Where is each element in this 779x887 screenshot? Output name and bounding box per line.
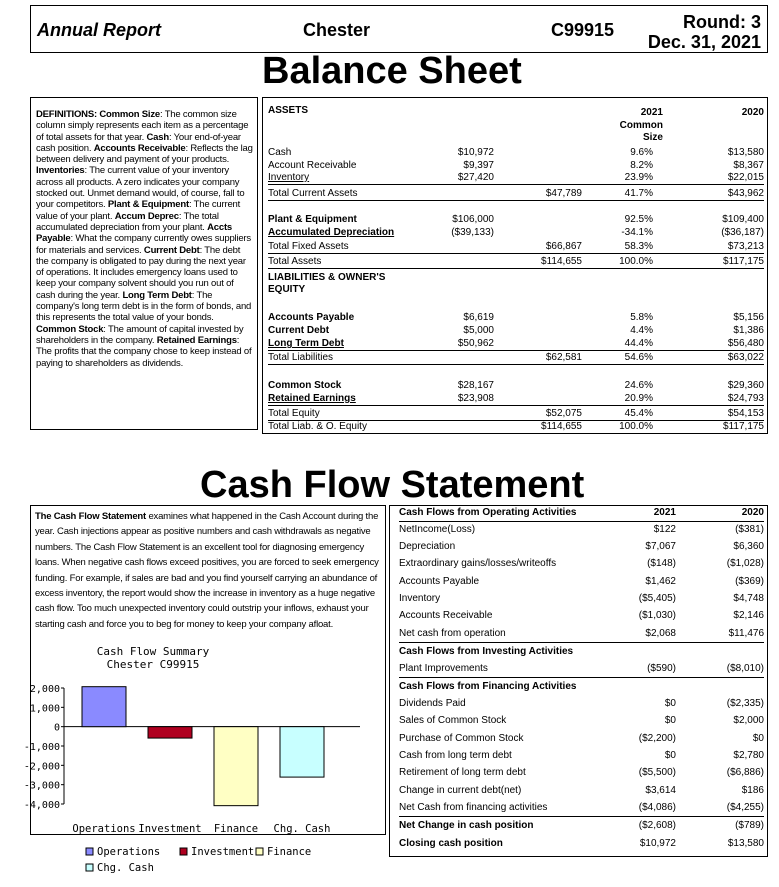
cf-value-v1: $7,067 (645, 541, 676, 552)
row-divider (268, 253, 764, 254)
row-divider (268, 350, 764, 351)
bs-value-v1: ($39,133) (451, 227, 494, 238)
bs-value-cs: 58.3% (624, 241, 653, 252)
chart-bar (82, 687, 126, 727)
bs-value-cs: 23.9% (624, 172, 653, 183)
bs-value-prev: $117,175 (723, 421, 764, 432)
cf-row-label: Extraordinary gains/losses/writeoffs (399, 558, 557, 569)
bs-row-label: Total Liabilities (268, 352, 334, 363)
report-header (30, 5, 768, 53)
bs-value-cs: 20.9% (624, 393, 653, 404)
cf-value-v1: $0 (664, 750, 676, 761)
bs-value-v1: $6,619 (463, 312, 494, 323)
cf-value-v2: $6,360 (733, 541, 764, 552)
bs-value-cs: 54.6% (624, 352, 653, 363)
assets-label: ASSETS (268, 105, 309, 116)
col-2021: 2021 (640, 107, 663, 118)
cf-value-v2: $0 (752, 733, 764, 744)
bs-value-cs: 100.0% (619, 256, 653, 267)
report-type: Annual Report (37, 20, 161, 40)
bs-value-cs: 92.5% (624, 214, 653, 225)
definition-text: : The company's long term debt is in the form of bonds, and this represents the total value of your bonds. (36, 289, 252, 324)
legend-label: Finance (267, 846, 312, 858)
cash-flow-title: Cash Flow Statement (200, 464, 585, 506)
bs-value-prev: $54,153 (727, 408, 764, 419)
bs-value-v1: $28,167 (457, 380, 494, 391)
cf-value-v2: $2,000 (733, 715, 764, 726)
definition-term: Accounts Receivable (93, 142, 186, 154)
cf-value-v1: $0 (664, 698, 676, 709)
cf-row-label: Depreciation (399, 541, 456, 552)
cf-value-v2: ($2,335) (726, 698, 764, 709)
liabilities-label (268, 272, 385, 296)
bs-value-v2: $114,655 (541, 256, 582, 267)
bs-value-prev: $29,360 (727, 380, 764, 391)
definition-text: : Reflects the lag between delivery and payment of your products. (36, 142, 253, 166)
cf-col-2021: 2021 (653, 507, 676, 518)
bs-value-prev: $63,022 (727, 352, 764, 363)
cf-value-v2: ($789) (735, 820, 764, 831)
bs-value-v1: $9,397 (463, 160, 494, 171)
chart-tick-label: 2,000 (29, 684, 60, 695)
cf-value-v1: ($148) (647, 558, 676, 569)
company-id: C99915 (551, 20, 615, 40)
definition-text: : The total accumulated depreciation from your plant. (36, 210, 219, 233)
bs-value-prev: $5,156 (733, 312, 764, 323)
cf-value-v2: ($369) (735, 576, 764, 587)
bs-value-v1: $5,000 (463, 325, 494, 336)
legend-swatch (86, 848, 93, 855)
definition-text: : Your end-of-year cash position. (36, 131, 241, 154)
definition-text: : The debt the company is obligated to pay during the next year of operations. It includes emergency loans used to keep your company solvent should you run out of cash during the year. (36, 244, 246, 301)
chart-category-label: Chg. Cash (273, 823, 331, 835)
legend-label: Operations (97, 846, 161, 858)
definition-text: : The current value of your plant. (36, 199, 241, 222)
definition-term: Common Stock (36, 323, 104, 335)
definition-term: Accts Payable (36, 221, 233, 245)
bs-value-cs: 4.4% (630, 325, 653, 336)
bs-row-label: Total Current Assets (268, 188, 358, 199)
legend-swatch (86, 864, 93, 871)
cf-row-label: Cash Flows from Investing Activities (399, 646, 574, 657)
bs-value-prev: $117,175 (723, 256, 764, 267)
chart-title: Cash Flow Summary (96, 645, 210, 658)
cash-flow-summary-chart (23, 640, 386, 885)
chart-tick-label: -2,000 (23, 761, 60, 773)
chart-tick-label: -3,000 (23, 780, 60, 792)
cf-row-label: Cash Flows from Operating Activities (399, 507, 577, 518)
report-date: Dec. 31, 2021 (647, 32, 761, 52)
cf-row-label: Net Cash from financing activities (399, 802, 548, 813)
cf-value-v1: $0 (664, 715, 676, 726)
cf-value-v2: $13,580 (727, 838, 764, 849)
bs-row-label: Account Receivable (268, 160, 357, 171)
cf-row-label: Inventory (399, 593, 441, 604)
cf-value-v2: $186 (741, 785, 764, 796)
bs-row-label: Total Fixed Assets (268, 241, 349, 252)
bs-row-label: Long Term Debt (268, 338, 344, 349)
bs-value-v2: $47,789 (545, 188, 582, 199)
col-size: Size (642, 132, 663, 143)
cf-row-label: Net Change in cash position (399, 820, 534, 831)
cf-row-label: Net cash from operation (399, 628, 506, 639)
chart-tick-label: -4,000 (23, 800, 60, 811)
definition-term: Plant & Equipment (107, 199, 189, 211)
definition-text: : The common size column simply represents each item as a percentage of total assets for that year. (36, 109, 249, 143)
bs-row-label: Retained Earnings (268, 393, 356, 404)
definition-text: : The profits that the company chose to keep instead of paying to shareholders as dividends. (36, 334, 252, 369)
cf-row-label: Plant Improvements (399, 663, 488, 674)
cf-row-label: Cash from long term debt (399, 750, 512, 761)
chart-category-label: Finance (213, 823, 259, 835)
definition-text: : The current value of your inventory across all products. A zero indicates your company stocked out. Unmet demand would, of course, fall to your competitors. (36, 165, 245, 211)
bs-row-label: Total Liab. & O. Equity (268, 421, 367, 432)
row-divider (399, 521, 764, 522)
bs-value-prev: $13,580 (727, 147, 764, 158)
chart-tick-label: 1,000 (29, 703, 60, 715)
row-divider (268, 268, 764, 269)
bs-value-cs: 24.6% (624, 380, 653, 391)
bs-value-v1: $10,972 (457, 147, 494, 158)
row-divider (268, 200, 764, 201)
cf-row-label: Dividends Paid (399, 698, 466, 709)
cf-value-v1: ($2,200) (638, 733, 676, 744)
bs-value-v1: $106,000 (452, 214, 494, 225)
definition-term: Inventories (36, 165, 85, 177)
cf-value-v1: $122 (653, 524, 676, 535)
bs-value-prev: $56,480 (727, 338, 764, 349)
cf-value-v1: ($5,500) (638, 767, 676, 778)
cf-value-v1: ($4,086) (638, 802, 676, 813)
chart-category-label: Operations (72, 823, 136, 835)
bs-value-v1: $23,908 (457, 393, 494, 404)
row-divider (399, 816, 764, 817)
cf-row-label: Cash Flows from Financing Activities (399, 681, 577, 692)
definition-term: Accum Deprec (114, 210, 179, 222)
bs-value-prev: ($36,187) (721, 227, 764, 238)
bs-value-prev: $73,213 (727, 241, 764, 252)
definition-text: : The amount of capital invested by shareholders in the company. (36, 323, 244, 346)
row-divider (268, 364, 764, 365)
cf-value-v1: $2,068 (645, 628, 676, 639)
bs-value-v1: $27,420 (457, 172, 494, 183)
cf-value-v2: $4,748 (733, 593, 764, 604)
cf-value-v2: ($8,010) (726, 663, 764, 674)
cf-value-v1: $10,972 (639, 838, 676, 849)
bs-value-prev: $22,015 (727, 172, 764, 183)
cash-flow-description-bold: The Cash Flow Statement (35, 511, 147, 522)
cf-value-v2: ($381) (735, 524, 764, 535)
legend-swatch (256, 848, 263, 855)
row-divider (268, 405, 764, 406)
definition-term: Cash (146, 131, 169, 143)
definition-term: Retained Earnings (156, 334, 237, 346)
definition-text: : What the company currently owes suppliers for materials and services. (36, 233, 251, 256)
definition-term: Long Term Debt (122, 289, 192, 301)
col-2020: 2020 (741, 107, 764, 118)
bs-value-v2: $52,075 (545, 408, 582, 419)
bs-value-v2: $114,655 (541, 421, 582, 432)
bs-row-label: Accumulated Depreciation (268, 227, 395, 238)
definitions-panel (30, 97, 258, 430)
chart-subtitle: Chester C99915 (106, 658, 200, 671)
bs-row-label: Common Stock (268, 380, 342, 391)
bs-row-label: Current Debt (268, 325, 330, 336)
cf-row-label: Closing cash position (399, 838, 503, 849)
bs-value-prev: $43,962 (727, 188, 764, 199)
bs-value-v2: $66,867 (545, 241, 582, 252)
cf-value-v2: $2,146 (733, 610, 764, 621)
bs-value-cs: 44.4% (624, 338, 653, 349)
bs-value-cs: 8.2% (630, 160, 653, 171)
chart-tick-label: 0 (53, 722, 60, 734)
bs-value-cs: 45.4% (624, 408, 653, 419)
cf-row-label: Change in current debt(net) (399, 785, 522, 796)
balance-sheet-title: Balance Sheet (262, 50, 522, 92)
cf-value-v1: $3,614 (645, 785, 676, 796)
cf-value-v1: ($5,405) (638, 593, 676, 604)
cf-row-label: Sales of Common Stock (399, 715, 507, 726)
liabilities-label-line1: LIABILITIES & OWNER'S (268, 272, 386, 283)
bs-value-cs: 100.0% (619, 421, 653, 432)
definition-term: DEFINITIONS: Common Size (36, 109, 160, 120)
bs-row-label: Total Equity (268, 408, 320, 419)
row-divider (268, 184, 764, 185)
bs-row-label: Accounts Payable (268, 312, 355, 323)
chart-category-label: Investment (138, 823, 202, 835)
round-number: Round: 3 (683, 12, 761, 32)
cf-value-v2: $11,476 (728, 628, 764, 639)
bs-value-cs: -34.1% (621, 227, 653, 238)
chart-bar (148, 727, 192, 738)
definition-term: Current Debt (143, 244, 200, 256)
bs-value-cs: 9.6% (630, 147, 653, 158)
cf-value-v1: ($590) (647, 663, 676, 674)
cf-col-2020: 2020 (741, 507, 764, 518)
cf-value-v1: ($2,608) (638, 820, 676, 831)
legend-swatch (180, 848, 187, 855)
liabilities-label-line2: EQUITY (268, 284, 306, 295)
cf-value-v1: ($1,030) (638, 610, 676, 621)
cf-row-label: Accounts Receivable (399, 610, 493, 621)
chart-tick-label: -1,000 (23, 742, 60, 753)
bs-value-v1: $50,962 (457, 338, 494, 349)
chart-bar (214, 727, 258, 806)
cf-value-v2: $2,780 (733, 750, 764, 761)
bs-value-cs: 41.7% (624, 188, 653, 199)
cash-flow-description-text: examines what happened in the Cash Account during the year. Cash injections appear as positive numbers and cash withdrawals as negative numbers. The Cash Flow Statement is an excellent tool for diagnosing emergency loans. When negative cash flows exceed positives, you are forced to seek emergency funding. For example, if sales are bad and you find yourself carrying an abundance of excess inventory, the report would show the increase in inventory as a huge negative cash flow. Too much unexpected inventory could outstrip your inflows, exhaust your starting cash and force you to beg for money to keep your company afloat. (35, 511, 379, 630)
bs-value-prev: $1,386 (733, 325, 764, 336)
company-name: Chester (303, 20, 371, 40)
cf-row-label: NetIncome(Loss) (399, 524, 476, 535)
bs-row-label: Inventory (268, 172, 310, 183)
row-divider (399, 642, 764, 643)
bs-value-prev: $109,400 (722, 214, 764, 225)
bs-row-label: Total Assets (268, 256, 322, 267)
bs-value-prev: $8,367 (733, 160, 764, 171)
cf-value-v2: ($6,886) (726, 767, 764, 778)
cf-row-label: Accounts Payable (399, 576, 480, 587)
bs-value-v2: $62,581 (545, 352, 582, 363)
bs-row-label: Cash (268, 147, 292, 158)
cf-value-v2: ($1,028) (726, 558, 764, 569)
cf-row-label: Purchase of Common Stock (399, 733, 524, 744)
row-divider (399, 677, 764, 678)
bs-value-prev: $24,793 (727, 393, 764, 404)
legend-label: Chg. Cash (97, 862, 154, 874)
bs-value-cs: 5.8% (630, 312, 653, 323)
chart-bar (280, 727, 324, 777)
bs-row-label: Plant & Equipment (268, 214, 357, 225)
legend-label: Investment (191, 846, 255, 858)
round-info (648, 12, 761, 52)
cf-row-label: Retirement of long term debt (399, 767, 526, 778)
cf-value-v1: $1,462 (645, 576, 676, 587)
cf-value-v2: ($4,255) (726, 802, 764, 813)
col-common: Common (619, 120, 663, 131)
